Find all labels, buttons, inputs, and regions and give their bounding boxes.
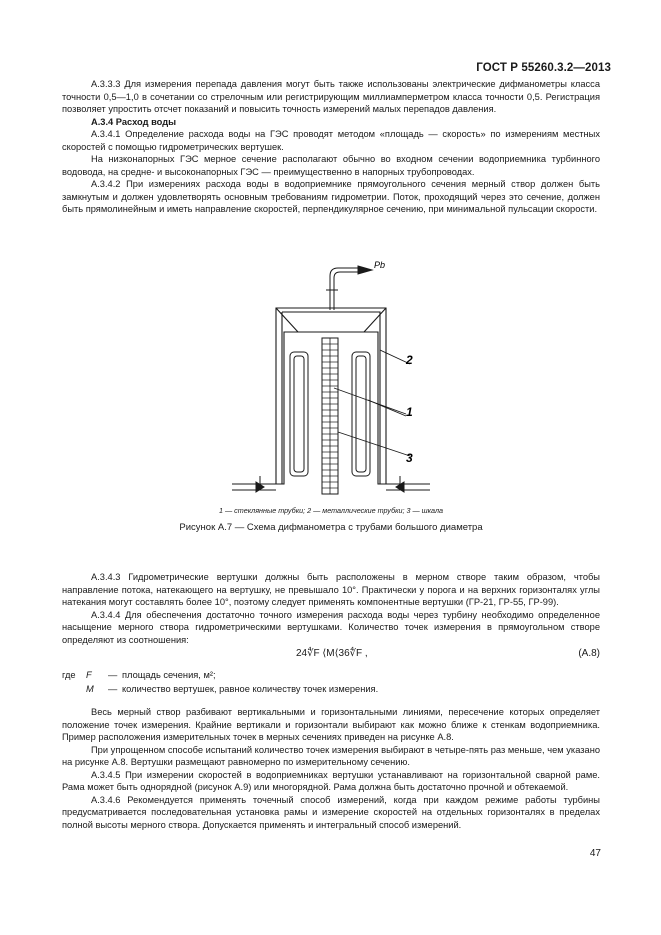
pressure-label: Pb xyxy=(374,260,386,270)
definition-row xyxy=(62,682,378,696)
paragraph: А.3.4.1 Определение расхода воды на ГЭС проводят методом «площадь — скорость» по измерениям местных скоростей с помощью гидрометрических вертушек. xyxy=(62,129,600,152)
paragraph: А.3.4.6 Рекомендуется применять точечный способ измерений, когда при каждом режиме работы турбины предусматривается последовательная установка рамы и измерение скоростей на отдельных горизонталях в пределах полной высоты мерного створа. Допускается применять и интегральный способ измерений. xyxy=(62,794,600,830)
scale xyxy=(322,338,338,494)
text-block-bottom xyxy=(62,706,600,831)
figure-legend: 1 — стеклянные трубки; 2 — металлические трубки; 3 — шкала xyxy=(219,506,443,515)
label-1: 1 xyxy=(406,405,413,419)
paragraph: Весь мерный створ разбивают вертикальными и горизонтальными линиями, пересечение которых определяет положение точек измерения. Крайние вертикали и горизонтали выбирают как можно ближе к стенкам водоприемника. Пример расположения измерительных точек в мерных сечениях приведен на рисунке А.8. xyxy=(62,707,600,742)
paragraph: При упрощенном способе испытаний количество точек измерения выбирают в четыре-пять раз меньше, чем указано на рисунке А.8. Вертушки размещают равномерно по измерительному сечению. xyxy=(62,744,600,767)
definition-row xyxy=(62,668,378,682)
page-number: 47 xyxy=(589,848,601,859)
formula-expression: 24∜F ⟨M⟨36∜F , xyxy=(296,648,368,659)
definition-dash: — xyxy=(108,670,118,680)
leader-lines xyxy=(334,350,410,456)
differential-manometer-figure xyxy=(200,256,460,516)
section-heading: А.3.4 Расход воды xyxy=(91,116,177,127)
paragraph: А.3.4.2 При измерениях расхода воды в водоприемнике прямоугольного сечения мерный створ должен быть замкнутым и должен удовлетворять основным требованиям гидрометрии. Поток, проходящий через это сечение, должен быть прямолинейным и иметь направление скоростей, перпендикулярное сечению, при минимальной пульсации скорости. xyxy=(62,179,600,214)
paragraph: А.3.4.5 При измерении скоростей в водоприемниках вертушки устанавливают на горизонтальной сварной раме. Рама может быть однорядной (рисунок А.9) или многорядной. Рама должна быть достаточно прочной и обтекаемой. xyxy=(62,769,600,792)
definition-prefix xyxy=(62,682,86,696)
label-3: 3 xyxy=(406,451,413,465)
paragraph: А.3.4.4 Для обеспечения достаточно точного измерения расхода воды через турбину необходимо определенное насыщение мерного створа гидрометрическими вертушками. Количество точек измерения в прямоугольном створе определяют из соотношения: xyxy=(62,609,600,645)
text-block-top xyxy=(62,78,600,216)
formula-a8 xyxy=(62,648,600,662)
definition-dash: — xyxy=(108,684,118,694)
paragraph: А.3.4.3 Гидрометрические вертушки должны быть расположены в мерном створе таким образом, чтобы направление потока, натекающего на вертушку, не превышало 10°. Практически у порога и на верхних горизонталях углы натекания могут составлять более 10°, поэтому следует применять компонентные вертушки (ГР-21, ГР-55, ГР-99). xyxy=(62,572,600,607)
definition-symbol: F xyxy=(86,670,92,680)
glass-tube-left xyxy=(290,352,308,476)
figure-caption: Рисунок А.7 — Схема дифманометра с трубами большого диаметра xyxy=(179,522,483,533)
paragraph: На низконапорных ГЭС мерное сечение располагают обычно во входном сечении водоприемника турбинного водовода, на средне- и высоконапорных ГЭС — преимущественно в напорных трубопроводах. xyxy=(62,154,600,177)
standard-header: ГОСТ Р 55260.3.2—2013 xyxy=(476,62,611,74)
inlet-pipe xyxy=(326,266,372,310)
definition-text: количество вертушек, равное количеству точек измерения. xyxy=(122,684,379,694)
text-block-middle xyxy=(62,571,600,646)
definition-text: площадь сечения, м²; xyxy=(122,670,216,680)
definition-symbol: M xyxy=(86,684,94,694)
formula-definitions xyxy=(62,668,378,696)
glass-tube-right xyxy=(352,352,370,476)
definition-prefix: где xyxy=(62,670,76,680)
paragraph: А.3.3.3 Для измерения перепада давления могут быть также использованы электрические дифманометры класса точности 0,5—1,0 в сочетании со стрелочным или регистрирующим миллиамперметром класса точности 0,5. Регистрация позволяет упростить отсчет показаний и повысить точность измерений малых перепадов давления. xyxy=(62,79,600,114)
label-2: 2 xyxy=(406,353,413,367)
formula-number: (А.8) xyxy=(578,648,600,659)
